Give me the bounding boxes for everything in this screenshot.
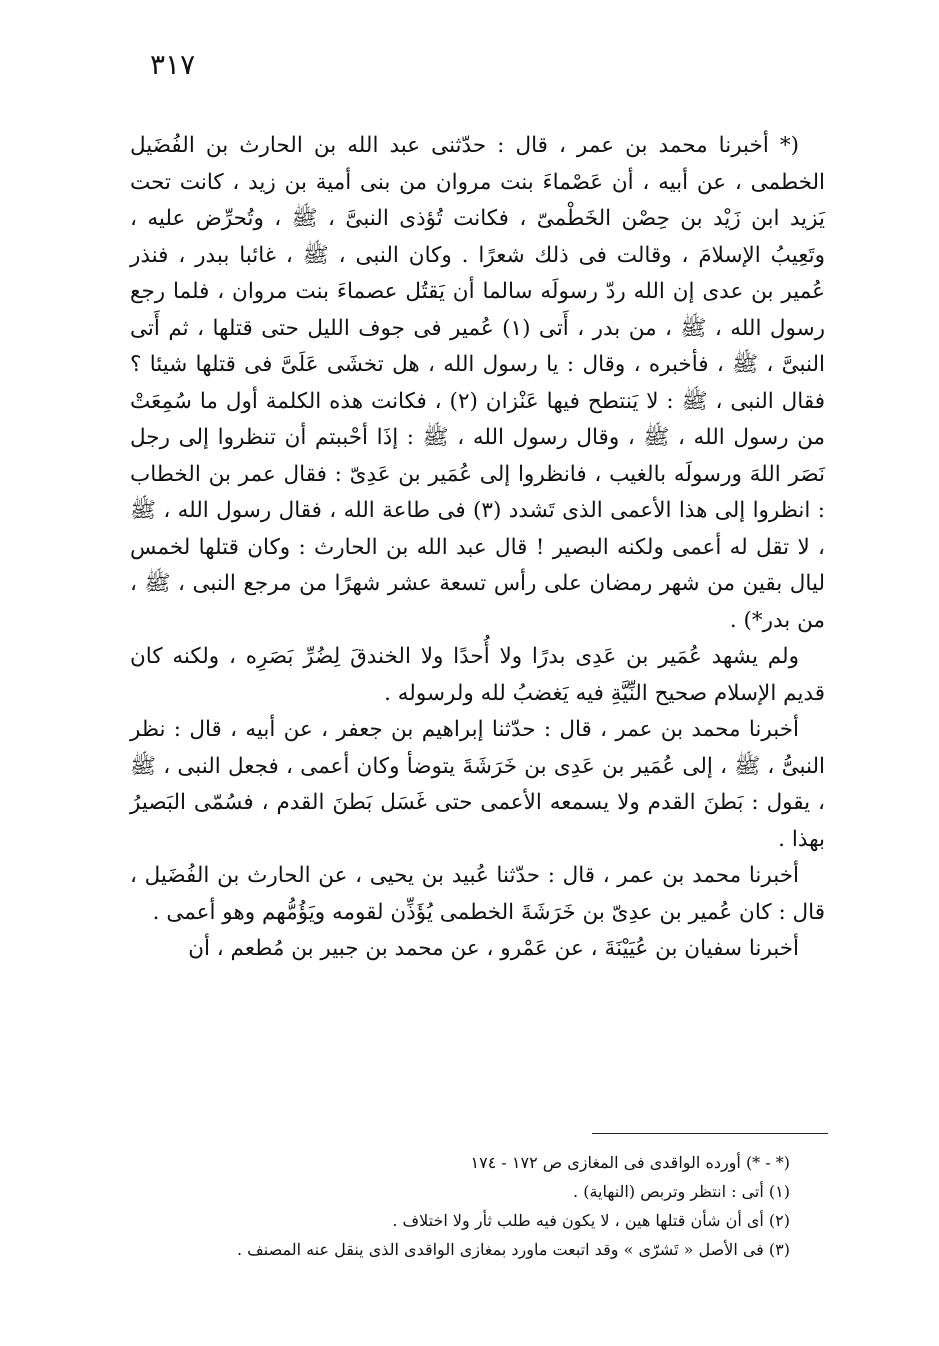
paragraph: أخبرنا محمد بن عمر ، قال : حدّثنا إبراهيم بن جعفر ، عن أبيه ، قال : نظر النبىُّ ، ﷺ ، إلى عُمَير بن عَدِى بن خَرَشَةَ يتوضأ وكان أعمى ، فجعل النبى ، ﷺ ، يقول : بَطنَ القدم ولا يسمعه الأعمى حتى غَسَل بَطنَ القدم ، فسُمّى البَصيرُ بهذا . [130, 717, 825, 852]
page-number: ٣١٧ [150, 48, 196, 81]
footnote: (١) أتى : انتظر وتربص (النهاية) . [573, 1182, 790, 1201]
paragraph: أخبرنا محمد بن عمر ، قال : حدّثنا عُبيد بن يحيى ، عن الحارث بن الفُضَيل ، قال : كان عُمير بن عدِىّ بن خَرَشَةَ الخطمى يُؤَذِّن لقومه ويَؤُمُّهم وهو أعمى . [130, 863, 825, 925]
footnote: (٣) فى الأصل « تَشرّى » وقد اتبعت ماورد بمغازى الواقدى الذى ينقل عنه المصنف . [237, 1240, 790, 1259]
paragraph: ولم يشهد عُمَير بن عَدِى بدرًا ولا أُحدًا ولا الخندقَ لِضُرِّ بَصَرِه ، ولكنه كان قديم الإسلام صحيح النِّيَّةِ فيه يَغضبُ لله ولرسوله . [130, 644, 825, 706]
main-text [130, 128, 825, 968]
footnote-separator [592, 1133, 828, 1134]
footnote: (* - *) أورده الواقدى فى المغازى ص ١٧٢ - ١٧٤ [470, 1153, 790, 1172]
paragraph: أخبرنا سفيان بن عُيَيْنَةَ ، عن عَمْرو ، عن محمد بن جبير بن مُطعم ، أن [188, 936, 799, 961]
footnotes [150, 1148, 790, 1264]
paragraph: (* أخبرنا محمد بن عمر ، قال : حدّثنى عبد الله بن الحارث بن الفُضَيل الخطمى ، عن أبيه ، أن عَصْماءَ بنت مروان من بنى أمية بن زيد ، كانت تحت يَزيد ابن زَيْد بن حِصْن الخَطْمىّ ، فكانت تُؤذى النبىَّ ، ﷺ ، وتُحرِّض عليه ، وتَعِيبُ الإسلامَ ، وقالت فى ذلك شعرًا . وكان النبى ، ﷺ ، غائبا ببدر ، فنذر عُمير بن عدى إن الله ردّ رسولَه سالما أن يَقتُل عصماءَ بنت مروان ، فلما رجع رسول الله ، ﷺ ، من بدر ، أَتى (١) عُمير فى جوف الليل حتى قتلها ، ثم أَتى النبىَّ ، ﷺ ، فأخبره ، وقال : يا رسول الله ، هل تخشَى عَلَىَّ فى قتلها شيئا ؟ فقال النبى ، ﷺ : لا يَنتطح فيها عَنْزان (٢) ، فكانت هذه الكلمة أول ما سُمِعَتْ من رسول الله ، ﷺ ، وقال رسول الله ، ﷺ : إذَا أحْببتم أن تنظروا إلى رجل نَصَر اللهَ ورسولَه بالغيب ، فانظروا إلى عُمَير بن عَدِىّ : فقال عمر بن الخطاب : انظروا إلى هذا الأعمى الذى تَشدد (٣) فى طاعة الله ، فقال رسول الله ، ﷺ ، لا تقل له أعمى ولكنه البصير ! قال عبد الله بن الحارث : وكان قتلها لخمس ليال بقين من شهر رمضان على رأس تسعة عشر شهرًا من مرجع النبى ، ﷺ ، من بدر*) . [130, 133, 826, 633]
footnote: (٢) أى أن شأن قتلها هين ، لا يكون فيه طلب ثأر ولا اختلاف . [392, 1211, 790, 1230]
